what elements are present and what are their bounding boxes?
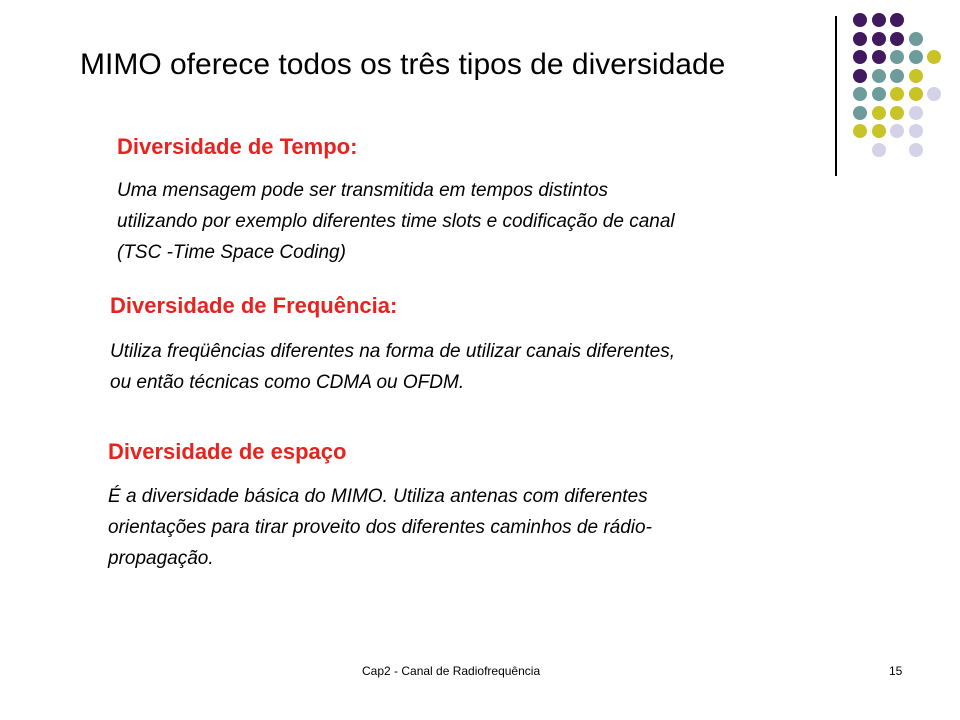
decorative-dot (872, 106, 886, 120)
decorative-dot (872, 32, 886, 46)
decorative-dot (872, 143, 886, 157)
divider-line (835, 16, 837, 176)
heading-space-diversity: Diversidade de espaço (108, 439, 347, 464)
text-line: propagação. (108, 548, 214, 569)
decorative-dot (909, 143, 923, 157)
decorative-dot (853, 69, 867, 83)
decorative-dot (853, 124, 867, 138)
text-line: ou então técnicas como CDMA ou OFDM. (110, 372, 465, 393)
decorative-dot (890, 69, 904, 83)
slide-title: MIMO oferece todos os três tipos de diversidade (80, 48, 726, 81)
text-space-diversity (108, 481, 652, 574)
page-number: 15 (889, 664, 903, 678)
text-line: Utiliza freqüências diferentes na forma de utilizar canais diferentes, (110, 341, 676, 362)
decorative-dot (872, 124, 886, 138)
text-line: (TSC -Time Space Coding) (117, 242, 346, 263)
footer-text: Cap2 - Canal de Radiofrequência (362, 664, 541, 678)
heading-time-diversity: Diversidade de Tempo: (117, 134, 358, 159)
decorative-dot (909, 32, 923, 46)
decorative-dot (853, 13, 867, 27)
decorative-dot (909, 50, 923, 64)
text-frequency-diversity (110, 336, 675, 398)
text-line: utilizando por exemplo diferentes time slots e codificação de canal (117, 211, 675, 232)
decorative-dot (927, 50, 941, 64)
decorative-dot (853, 50, 867, 64)
decorative-dot (872, 87, 886, 101)
decorative-dot (853, 32, 867, 46)
decorative-dot (853, 87, 867, 101)
decorative-dot (909, 87, 923, 101)
decorative-dot (909, 106, 923, 120)
decorative-dot (890, 87, 904, 101)
decorative-dot (909, 124, 923, 138)
decorative-dot (927, 87, 941, 101)
decorative-dot (872, 50, 886, 64)
text-line: É a diversidade básica do MIMO. Utiliza antenas com diferentes (108, 486, 648, 507)
decorative-dot (872, 13, 886, 27)
decorative-dot (890, 32, 904, 46)
text-line: Uma mensagem pode ser transmitida em tempos distintos (117, 180, 609, 201)
decorative-dot (909, 69, 923, 83)
decorative-dot (890, 124, 904, 138)
decorative-dot (890, 13, 904, 27)
heading-frequency-diversity: Diversidade de Frequência: (110, 293, 398, 318)
text-line: orientações para tirar proveito dos diferentes caminhos de rádio- (108, 517, 652, 538)
text-time-diversity (117, 175, 675, 268)
decorative-dot (872, 69, 886, 83)
decorative-dot (890, 50, 904, 64)
decorative-dot (890, 106, 904, 120)
decorative-dot (853, 106, 867, 120)
